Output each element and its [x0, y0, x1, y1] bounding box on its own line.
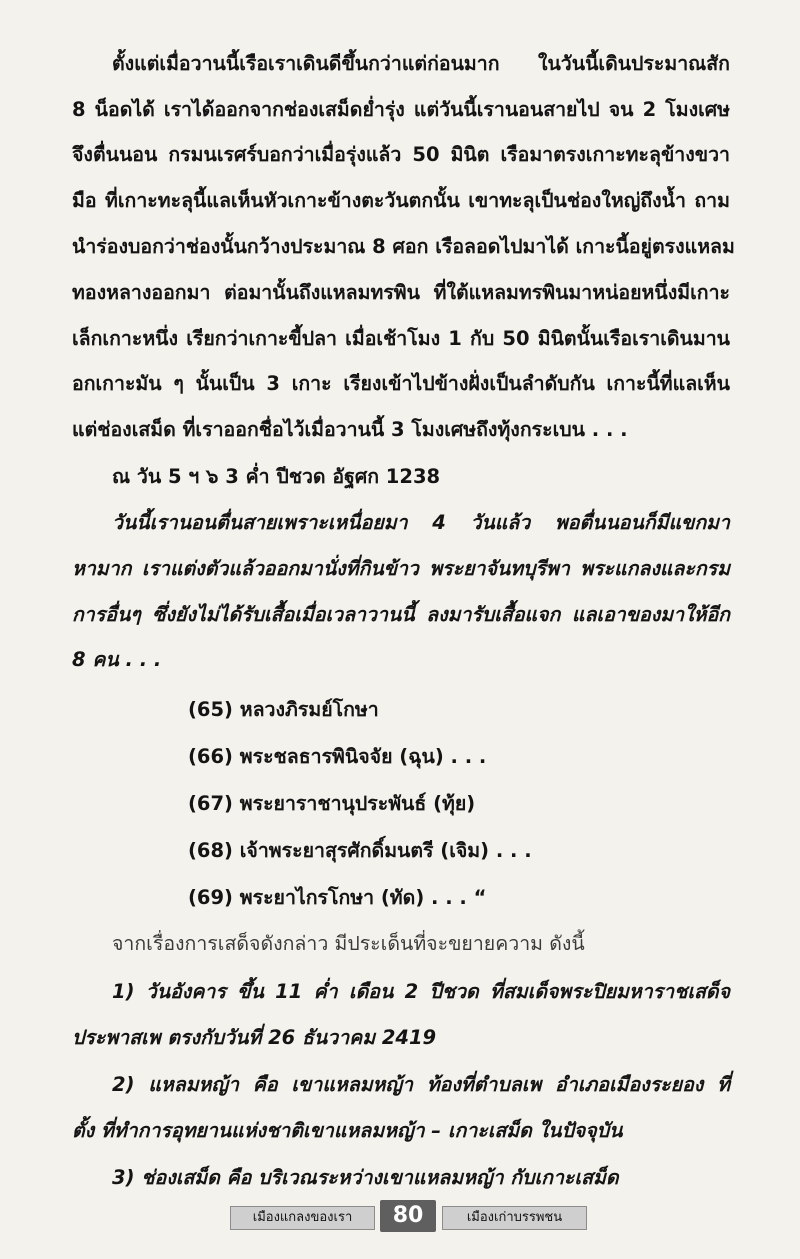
paragraph-1-line: มือ ที่เกาะทะลุนี้แลเห็นหัวเกาะข้างตะวันตกนั้น เขาทะลุเป็นช่องใหญ่ถึงน้ำ ถาม — [72, 189, 730, 212]
list-item: (67) พระยาราชานุประพันธ์ (ทุ้ย) — [188, 792, 476, 815]
note-line: ตั้ง ที่ทำการอุทยานแห่งชาติเขาแหลมหญ้า – เกาะเสม็ด ในปัจจุบัน — [72, 1119, 623, 1142]
page-footer — [230, 1200, 585, 1232]
list-item: (68) เจ้าพระยาสุรศักดิ์มนตรี (เจิม) . . . — [188, 839, 532, 862]
page-number: 80 — [380, 1200, 436, 1232]
list-item: (69) พระยาไกรโกษา (ทัด) . . . “ — [188, 886, 487, 909]
paragraph-1-line: อกเกาะมัน ๆ นั้นเป็น 3 เกาะ เรียงเข้าไปข้างฝั่งเป็นลำดับกัน เกาะนี้ที่แลเห็น — [72, 372, 730, 395]
date-line: ณ วัน 5 ฯ ๖ 3 ค่ำ ปีชวด อัฐศก 1238 — [112, 465, 441, 488]
paragraph-1-line: จึงตื่นนอน กรมนเรศร์บอกว่าเมื่อรุ่งแล้ว 50 มินิต เรือมาตรงเกาะทะลุข้างขวา — [72, 143, 730, 166]
list-item: (66) พระชลธารพินิจจัย (ฉุน) . . . — [188, 745, 487, 768]
note-line: ประพาสเพ ตรงกับวันที่ 26 ธันวาคม 2419 — [72, 1026, 437, 1049]
note-line: 1) วันอังคาร ขึ้น 11 ค่ำ เดือน 2 ปีชวด ที่สมเด็จพระปิยมหาราชเสด็จ — [112, 980, 730, 1003]
note-line: 2) แหลมหญ้า คือ เขาแหลมหญ้า ท้องที่ตำบลเพ อำเภอเมืองระยอง ที่ — [112, 1073, 730, 1096]
paragraph-1-line: แต่ช่องเสม็ด ที่เราออกชื่อไว้เมื่อวานนี้ 3 โมงเศษถึงทุ้งกระเบน . . . — [72, 418, 628, 441]
paragraph-2-line: 8 คน . . . — [72, 648, 162, 671]
paragraph-2-line: การอื่นๆ ซึ่งยังไม่ได้รับเสื้อเมื่อเวลาวานนี้ ลงมารับเสื้อแจก แลเอาของมาให้อีก — [72, 603, 730, 626]
intro-line: จากเรื่องการเสด็จดังกล่าว มีประเด็นที่จะขยายความ ดังนี้ — [112, 932, 585, 955]
footer-left-label: เมืองแกลงของเรา — [230, 1206, 375, 1230]
paragraph-1-line: ทองหลางออกมา ต่อมานั้นถึงแหลมทรพิน ที่ใต้แหลมทรพินมาหน่อยหนึ่งมีเกาะ — [72, 281, 730, 304]
paragraph-2-line: วันนี้เรานอนตื่นสายเพราะเหนื่อยมา 4 วันแล้ว พอตื่นนอนก็มีแขกมา — [112, 511, 730, 534]
paragraph-1-line: 8 น็อดได้ เราได้ออกจากช่องเสม็ดย่ำรุ่ง แต่วันนี้เรานอนสายไป จน 2 โมงเศษ — [72, 98, 730, 121]
paragraph-2-line: หามาก เราแต่งตัวแล้วออกมานั่งที่กินข้าว พระยาจันทบุรีพา พระแกลงและกรม — [72, 557, 730, 580]
paragraph-1-line: เล็กเกาะหนึ่ง เรียกว่าเกาะขี้ปลา เมื่อเช้าโมง 1 กับ 50 มินิตนั้นเรือเราเดินมาน — [72, 327, 730, 350]
note-line: 3) ช่องเสม็ด คือ บริเวณระหว่างเขาแหลมหญ้า กับเกาะเสม็ด — [112, 1166, 619, 1189]
list-item: (65) หลวงภิรมย์โกษา — [188, 698, 379, 721]
paragraph-1-line: ตั้งแต่เมื่อวานนี้เรือเราเดินดีขึ้นกว่าแต่ก่อนมาก ในวันนี้เดินประมาณสัก — [112, 52, 730, 75]
paragraph-1-line: นำร่องบอกว่าช่องนั้นกว้างประมาณ 8 ศอก เรือลอดไปมาได้ เกาะนี้อยู่ตรงแหลม — [72, 235, 735, 258]
footer-right-label: เมืองเก่าบรรพชน — [442, 1206, 587, 1230]
